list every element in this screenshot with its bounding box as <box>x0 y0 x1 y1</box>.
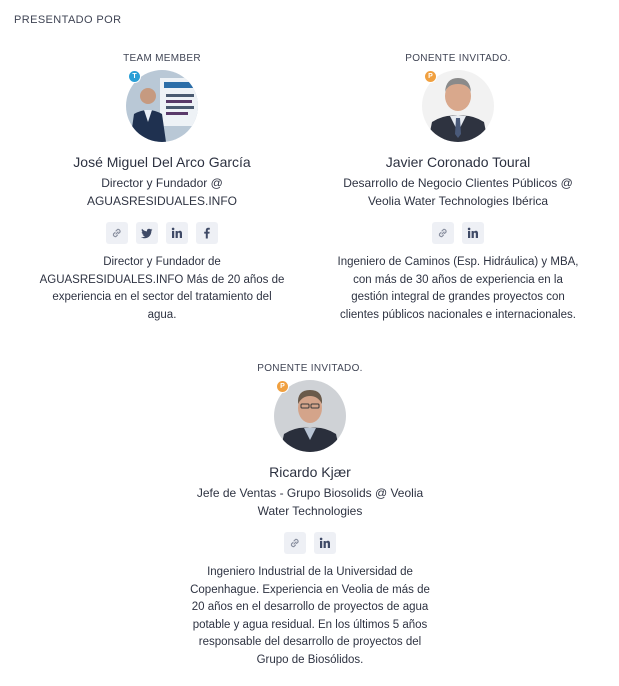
speaker-title-line-1: Jefe de Ventas - Grupo Biosolids @ Veolia <box>196 486 424 500</box>
bio-line: clientes públicos nacionales e internacionales. <box>340 308 576 321</box>
speaker-name[interactable]: Javier Coronado Toural <box>385 154 531 170</box>
guest-speaker-badge-icon: P <box>424 70 437 83</box>
speaker-role: PONENTE INVITADO. <box>405 53 511 64</box>
bio-line: AGUASRESIDUALES.INFO Más de 20 años de <box>39 273 285 286</box>
speaker-name[interactable]: Ricardo Kjær <box>269 464 351 480</box>
avatar-wrap <box>274 380 346 452</box>
speaker-title <box>308 174 608 210</box>
linkedin-icon[interactable] <box>462 222 484 244</box>
bio-line: Director y Fundador de <box>103 256 221 268</box>
bio-line: agua. <box>147 308 177 321</box>
speaker-name[interactable]: José Miguel Del Arco García <box>73 154 251 170</box>
speaker-title-line-1: Director y Fundador @ <box>101 176 223 190</box>
speaker-title-line-2: AGUASRESIDUALES.INFO <box>86 194 238 208</box>
bio-line: Grupo de Biosólidos. <box>256 653 364 666</box>
social-links <box>160 532 460 554</box>
social-links <box>308 222 608 244</box>
bio-line: con más de 30 años de experiencia en la <box>353 273 563 286</box>
bio-line: responsable del desarrollo de proyectos del <box>198 636 422 648</box>
avatar-wrap <box>126 70 198 142</box>
team-member-badge-icon: T <box>128 70 141 83</box>
social-links <box>12 222 312 244</box>
bio-line: Ingeniero Industrial de la Universidad de <box>207 566 413 578</box>
bio-line: experiencia en el sector del tratamiento del <box>52 291 272 303</box>
link-icon[interactable] <box>432 222 454 244</box>
link-icon[interactable] <box>106 222 128 244</box>
speaker-title-line-2: Water Technologies <box>257 504 363 518</box>
facebook-icon[interactable] <box>196 222 218 244</box>
speaker-bio <box>308 254 608 324</box>
speaker-title-line-1: Desarrollo de Negocio Clientes Públicos @ <box>343 176 573 190</box>
speaker-card-ricardo <box>160 362 460 669</box>
linkedin-icon[interactable] <box>314 532 336 554</box>
speaker-title <box>160 484 460 520</box>
speaker-card-jose-miguel <box>12 52 312 324</box>
linkedin-icon[interactable] <box>166 222 188 244</box>
bio-line: gestión integral de grandes proyectos con <box>351 291 565 303</box>
speaker-bio <box>12 254 312 324</box>
speaker-title <box>12 174 312 210</box>
bio-line: 20 años en el desarrollo de proyectos de agua <box>191 601 429 613</box>
bio-line: potable y agua residual. En los últimos 5 años <box>192 618 428 631</box>
avatar-wrap <box>422 70 494 142</box>
link-icon[interactable] <box>284 532 306 554</box>
speaker-role: PONENTE INVITADO. <box>257 363 363 374</box>
speaker-role: TEAM MEMBER <box>123 53 201 64</box>
bio-line: Ingeniero de Caminos (Esp. Hidráulica) y MBA, <box>337 256 579 268</box>
speaker-bio <box>160 564 460 669</box>
guest-speaker-badge-icon: P <box>276 380 289 393</box>
bio-line: Copenhague. Experiencia en Veolia de más de <box>190 583 430 596</box>
speaker-card-javier <box>308 52 608 324</box>
twitter-icon[interactable] <box>136 222 158 244</box>
section-title: PRESENTADO POR <box>14 14 122 26</box>
speaker-title-line-2: Veolia Water Technologies Ibérica <box>367 194 549 208</box>
